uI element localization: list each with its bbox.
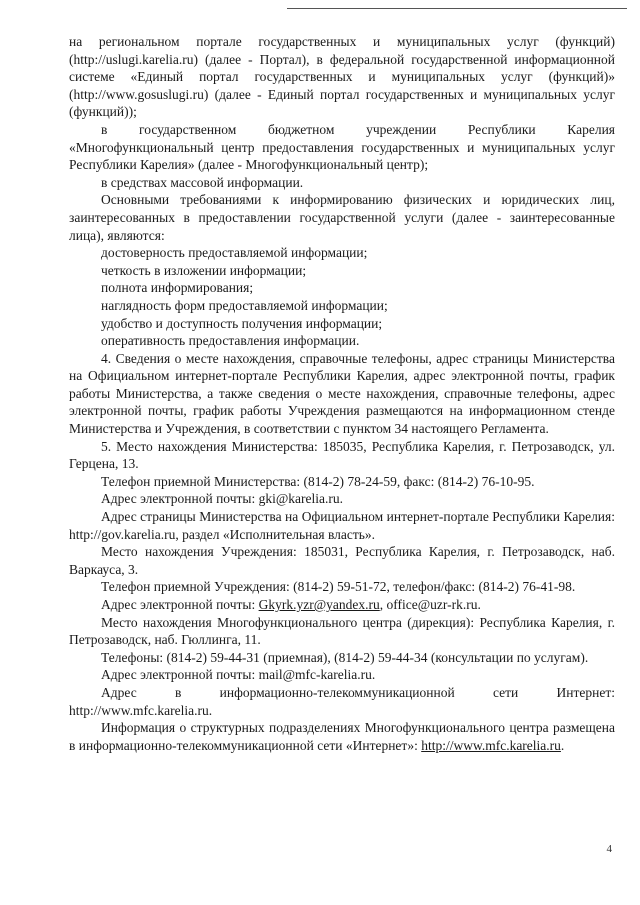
paragraph-mfc-divisions bbox=[69, 719, 615, 754]
paragraph-text: . bbox=[560, 737, 565, 753]
list-item bbox=[69, 279, 615, 297]
paragraph-text: Телефон приемной Министерства: (814-2) 78-24-59, факс: (814-2) 76-10-95. bbox=[101, 473, 535, 489]
paragraph-institution-phone bbox=[69, 578, 615, 596]
document-page bbox=[69, 33, 615, 754]
list-item bbox=[69, 315, 615, 333]
paragraph-item-4 bbox=[69, 350, 615, 438]
paragraph-text: в средствах массовой информации. bbox=[101, 174, 304, 190]
paragraph-text: Место нахождения Многофункционального центра (дирекция): Республика Карелия, г. Петрозаводск, наб. Гюллинга, 11. bbox=[69, 614, 615, 648]
paragraph-mfc bbox=[69, 121, 615, 174]
paragraph-text: Телефоны: (814-2) 59-44-31 (приемная), (814-2) 59-44-34 (консультации по услугам). bbox=[101, 649, 589, 665]
paragraph-text: Место нахождения Учреждения: 185031, Республика Карелия, г. Петрозаводск, наб. Варкауса, 3. bbox=[69, 544, 615, 577]
list-item-text: четкость в изложении информации; bbox=[101, 262, 307, 278]
paragraph-text: Адрес электронной почты: mail@mfc-karelia.ru. bbox=[101, 667, 376, 683]
paragraph-institution-email bbox=[69, 596, 615, 614]
paragraph-text: Адрес электронной почты: gki@karelia.ru. bbox=[101, 491, 343, 507]
paragraph-ministry-email bbox=[69, 490, 615, 508]
paragraph-text: в государственном бюджетном учреждении Республики Карелия «Многофункциональный центр предоставления государственных и муниципальных услуг Республики Карелия» (далее - Многофункциональный центр); bbox=[69, 121, 615, 173]
list-item-text: удобство и доступность получения информации; bbox=[101, 315, 383, 331]
paragraph-portals bbox=[69, 33, 615, 121]
paragraph-requirements bbox=[69, 191, 615, 244]
paragraph-item-5 bbox=[69, 438, 615, 473]
paragraph-text: Информация о структурных подразделениях Многофункционального центра размещена в информационно-телекоммуникационной сети «Интернет»: bbox=[69, 720, 615, 753]
paragraph-text: Основными требованиями к информированию физических и юридических лиц, заинтересованных в предоставлении государственной услуги (далее - заинтересованные лица), являются: bbox=[69, 192, 615, 243]
paragraph-text: , office@uzr-rk.ru. bbox=[379, 597, 481, 612]
list-item-text: наглядность форм предоставляемой информации; bbox=[101, 297, 388, 313]
paragraph-mfc-phones bbox=[69, 649, 615, 667]
paragraph-text: 4. Сведения о месте нахождения, справочные телефоны, адрес страницы Министерства на Официальном интернет-портале Республики Карелия, адрес электронной почты, график работы Министерства, а также сведения о месте нахождения, справочные телефоны, адрес электронной почты, график работы Учреждения размещаются на информационном стенде Министерства и Учреждения, в соответствии с пунктом 34 настоящего Регламента. bbox=[69, 350, 615, 437]
paragraph-media bbox=[69, 174, 615, 192]
list-item-text: достоверность предоставляемой информации; bbox=[101, 245, 368, 261]
list-item-text: полнота информирования; bbox=[101, 280, 254, 296]
paragraph-institution-address bbox=[69, 543, 615, 578]
list-item bbox=[69, 262, 615, 280]
paragraph-mfc-website bbox=[69, 684, 615, 719]
paragraph-ministry-page bbox=[69, 508, 615, 543]
paragraph-text: Адрес электронной почты: bbox=[101, 597, 259, 612]
paragraph-text: Адрес страницы Министерства на Официальном интернет-портале Республики Карелия: http://gov.karelia.ru, раздел «Исполнительная власть». bbox=[69, 509, 615, 542]
paragraph-mfc-address bbox=[69, 614, 615, 649]
paragraph-text: Адрес в информационно-телекоммуникационной сети Интернет: http://www.mfc.karelia.ru. bbox=[69, 684, 615, 718]
list-item bbox=[69, 297, 615, 315]
paragraph-ministry-phone bbox=[69, 473, 615, 491]
list-item bbox=[69, 244, 615, 262]
list-item bbox=[69, 332, 615, 350]
email-link[interactable]: Gkyrk.yzr@yandex.ru bbox=[258, 597, 380, 612]
list-item-text: оперативность предоставления информации. bbox=[101, 333, 360, 349]
paragraph-text: Телефон приемной Учреждения: (814-2) 59-51-72, телефон/факс: (814-2) 76-41-98. bbox=[101, 579, 576, 595]
paragraph-mfc-email bbox=[69, 666, 615, 684]
website-link[interactable]: http://www.mfc.karelia.ru bbox=[421, 737, 561, 753]
page-number: 4 bbox=[606, 843, 612, 855]
paragraph-text: на региональном портале государственных и муниципальных услуг (функций) (http://uslugi.karelia.ru) (далее - Портал), в федеральной государственной информационной системе «Единый портал государственных и муниципальных услуг (функций)» (http://www.gosuslugi.ru) (далее - Единый портал государственных и муниципальных услуг (функций)); bbox=[69, 34, 615, 120]
paragraph-text: 5. Место нахождения Министерства: 185035, Республика Карелия, г. Петрозаводск, ул. Герцена, 13. bbox=[69, 438, 615, 472]
top-rule bbox=[287, 8, 627, 9]
